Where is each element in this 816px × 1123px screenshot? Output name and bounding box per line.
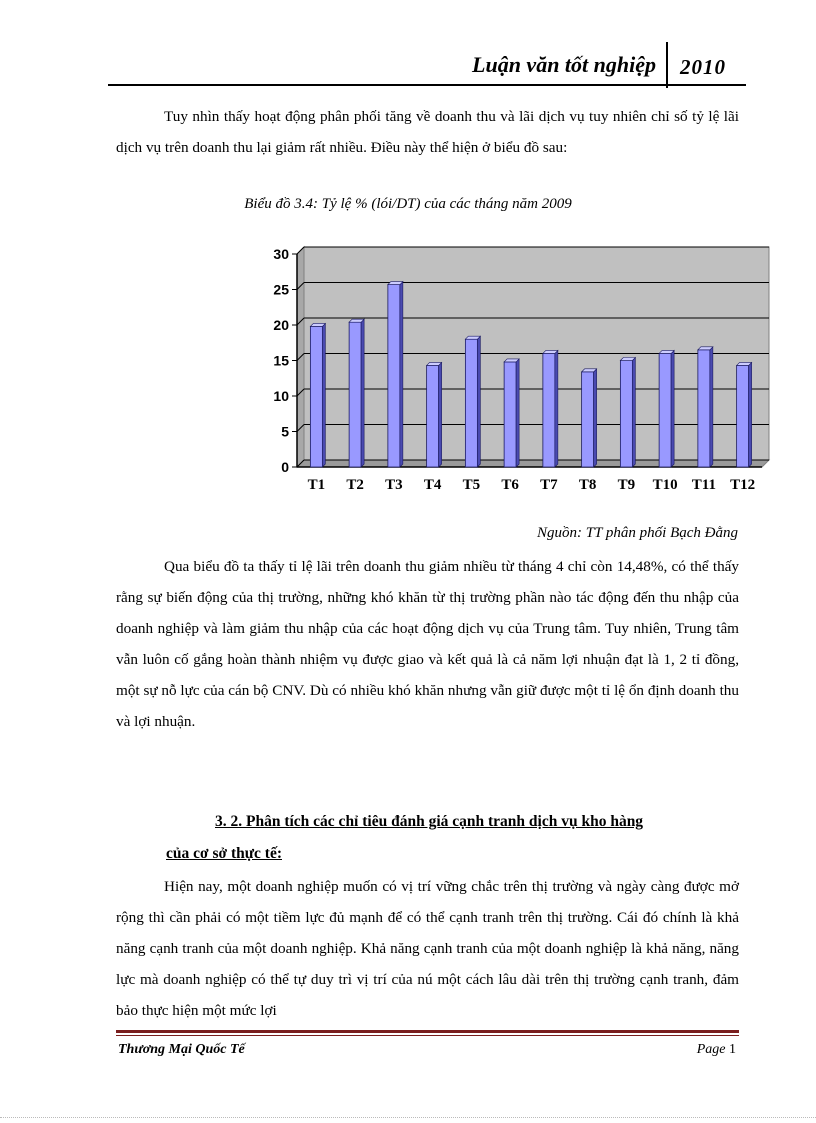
bar-top-T1 bbox=[310, 323, 325, 326]
bar-side-T5 bbox=[477, 336, 480, 467]
x-tick-label: T7 bbox=[540, 477, 558, 493]
page-number: 1 bbox=[729, 1042, 736, 1057]
x-tick-label: T3 bbox=[385, 477, 403, 493]
bar-T9 bbox=[620, 361, 632, 468]
bar-side-T1 bbox=[322, 323, 325, 467]
x-tick-label: T1 bbox=[307, 477, 326, 493]
y-tick-label: 15 bbox=[273, 352, 289, 369]
y-tick-label: 5 bbox=[281, 423, 289, 440]
x-tick-label: T8 bbox=[578, 477, 597, 493]
header-divider bbox=[666, 42, 668, 88]
x-tick-label: T2 bbox=[346, 477, 364, 493]
bar-top-T7 bbox=[543, 350, 558, 353]
bar-top-T11 bbox=[698, 347, 713, 350]
bar-chart bbox=[250, 234, 790, 504]
header-title: Luận văn tốt nghiệp bbox=[472, 52, 656, 77]
bar-top-T12 bbox=[737, 362, 752, 365]
x-tick-label: T9 bbox=[617, 477, 636, 493]
footer-page bbox=[697, 1042, 736, 1058]
chart-caption: Biểu đồ 3.4: Tỷ lệ % (lói/DT) của các tháng năm 2009 bbox=[244, 196, 572, 212]
bar-top-T10 bbox=[659, 350, 674, 353]
bar-side-T12 bbox=[749, 362, 752, 467]
footer-rule bbox=[116, 1030, 739, 1033]
header-rule bbox=[108, 84, 746, 86]
bar-T5 bbox=[465, 339, 477, 467]
bar-side-T8 bbox=[594, 369, 597, 467]
x-tick-label: T6 bbox=[501, 477, 519, 493]
bar-side-T6 bbox=[516, 359, 519, 467]
page-label: Page bbox=[696, 1042, 726, 1057]
bar-side-T9 bbox=[632, 358, 635, 468]
bar-T7 bbox=[543, 353, 555, 467]
bar-T12 bbox=[737, 365, 749, 467]
chart-source: Nguồn: TT phân phối Bạch Đằng bbox=[537, 525, 738, 541]
bar-side-T10 bbox=[671, 350, 674, 467]
section-heading-line-2: của cơ sở thực tế: bbox=[166, 845, 282, 862]
y-tick-label: 30 bbox=[273, 246, 289, 262]
x-tick-label: T4 bbox=[423, 477, 442, 493]
x-tick-label: T11 bbox=[691, 477, 716, 493]
bar-T10 bbox=[659, 353, 671, 467]
bar-top-T4 bbox=[427, 362, 442, 365]
header-year: 2010 bbox=[680, 55, 726, 79]
bar-side-T2 bbox=[361, 319, 364, 467]
footer-rule-thin bbox=[116, 1035, 739, 1036]
bar-top-T5 bbox=[465, 336, 480, 339]
bar-T8 bbox=[582, 372, 594, 467]
page-bottom-edge bbox=[0, 1117, 816, 1118]
bar-T1 bbox=[310, 326, 322, 467]
section-heading-line-1: 3. 2. Phân tích các chỉ tiêu đánh giá cạnh tranh dịch vụ kho hàng bbox=[215, 813, 644, 830]
intro-paragraph: Tuy nhìn thấy hoạt động phân phối tăng về doanh thu và lãi dịch vụ tuy nhiên chỉ số tỷ lệ lãi dịch vụ trên doanh thu lại giảm rất nhiều. Điều này thể hiện ở biểu đồ sau: bbox=[116, 108, 739, 156]
bar-T2 bbox=[349, 322, 361, 467]
x-tick-label: T10 bbox=[652, 477, 678, 493]
bar-side-T7 bbox=[555, 350, 558, 467]
y-tick-label: 20 bbox=[273, 317, 289, 333]
x-tick-label: T5 bbox=[462, 477, 481, 493]
y-tick-label: 10 bbox=[273, 388, 289, 404]
bar-side-T11 bbox=[710, 347, 713, 467]
y-tick-label: 0 bbox=[281, 459, 289, 475]
analysis-paragraph: Qua biểu đồ ta thấy tỉ lệ lãi trên doanh thu giảm nhiều từ tháng 4 chỉ còn 14,48%, có thể thấy rằng sự biến động của thị trường, những khó khăn từ thị trường phần nào tác động đến thu nhập của doanh nghiệp và làm giảm thu nhập của các hoạt động dịch vụ của Trung tâm. Tuy nhiên, Trung tâm vẫn luôn cố gắng hoàn thành nhiệm vụ được giao và kết quả là cả năm lợi nhuận đạt là 1, 2 tỉ đồng, một sự nỗ lực của cán bộ CNV. Dù có nhiều khó khăn nhưng vẫn giữ được một tỉ lệ ổn định doanh thu và lợi nhuận. bbox=[116, 558, 739, 730]
bar-T6 bbox=[504, 362, 516, 467]
bar-side-T4 bbox=[439, 362, 442, 467]
bar-T3 bbox=[388, 285, 400, 467]
bar-top-T3 bbox=[388, 282, 403, 285]
bar-top-T2 bbox=[349, 319, 364, 322]
bar-top-T6 bbox=[504, 359, 519, 362]
section-paragraph: Hiện nay, một doanh nghiệp muốn có vị trí vững chắc trên thị trường và ngày càng được mở rộng thì cần phải có một tiềm lực đủ mạnh để có thể cạnh tranh trên thị trường. Cái đó chính là khả năng cạnh tranh của một doanh nghiệp. Khả năng cạnh tranh của một doanh nghiệp là khả năng, năng lực mà doanh nghiệp có thể tự duy trì vị trí của nú một cách lâu dài trên thị trường cạnh tranh, đảm bảo thực hiện một mức lợi bbox=[116, 878, 739, 1019]
y-tick-label: 25 bbox=[273, 281, 289, 298]
bar-top-T9 bbox=[620, 358, 635, 361]
bar-T4 bbox=[427, 365, 439, 467]
bar-side-T3 bbox=[400, 282, 403, 467]
x-tick-label: T12 bbox=[730, 477, 756, 493]
bar-T11 bbox=[698, 350, 710, 467]
bar-top-T8 bbox=[582, 369, 597, 372]
footer-left-text: Thương Mại Quốc Tế bbox=[118, 1042, 245, 1057]
